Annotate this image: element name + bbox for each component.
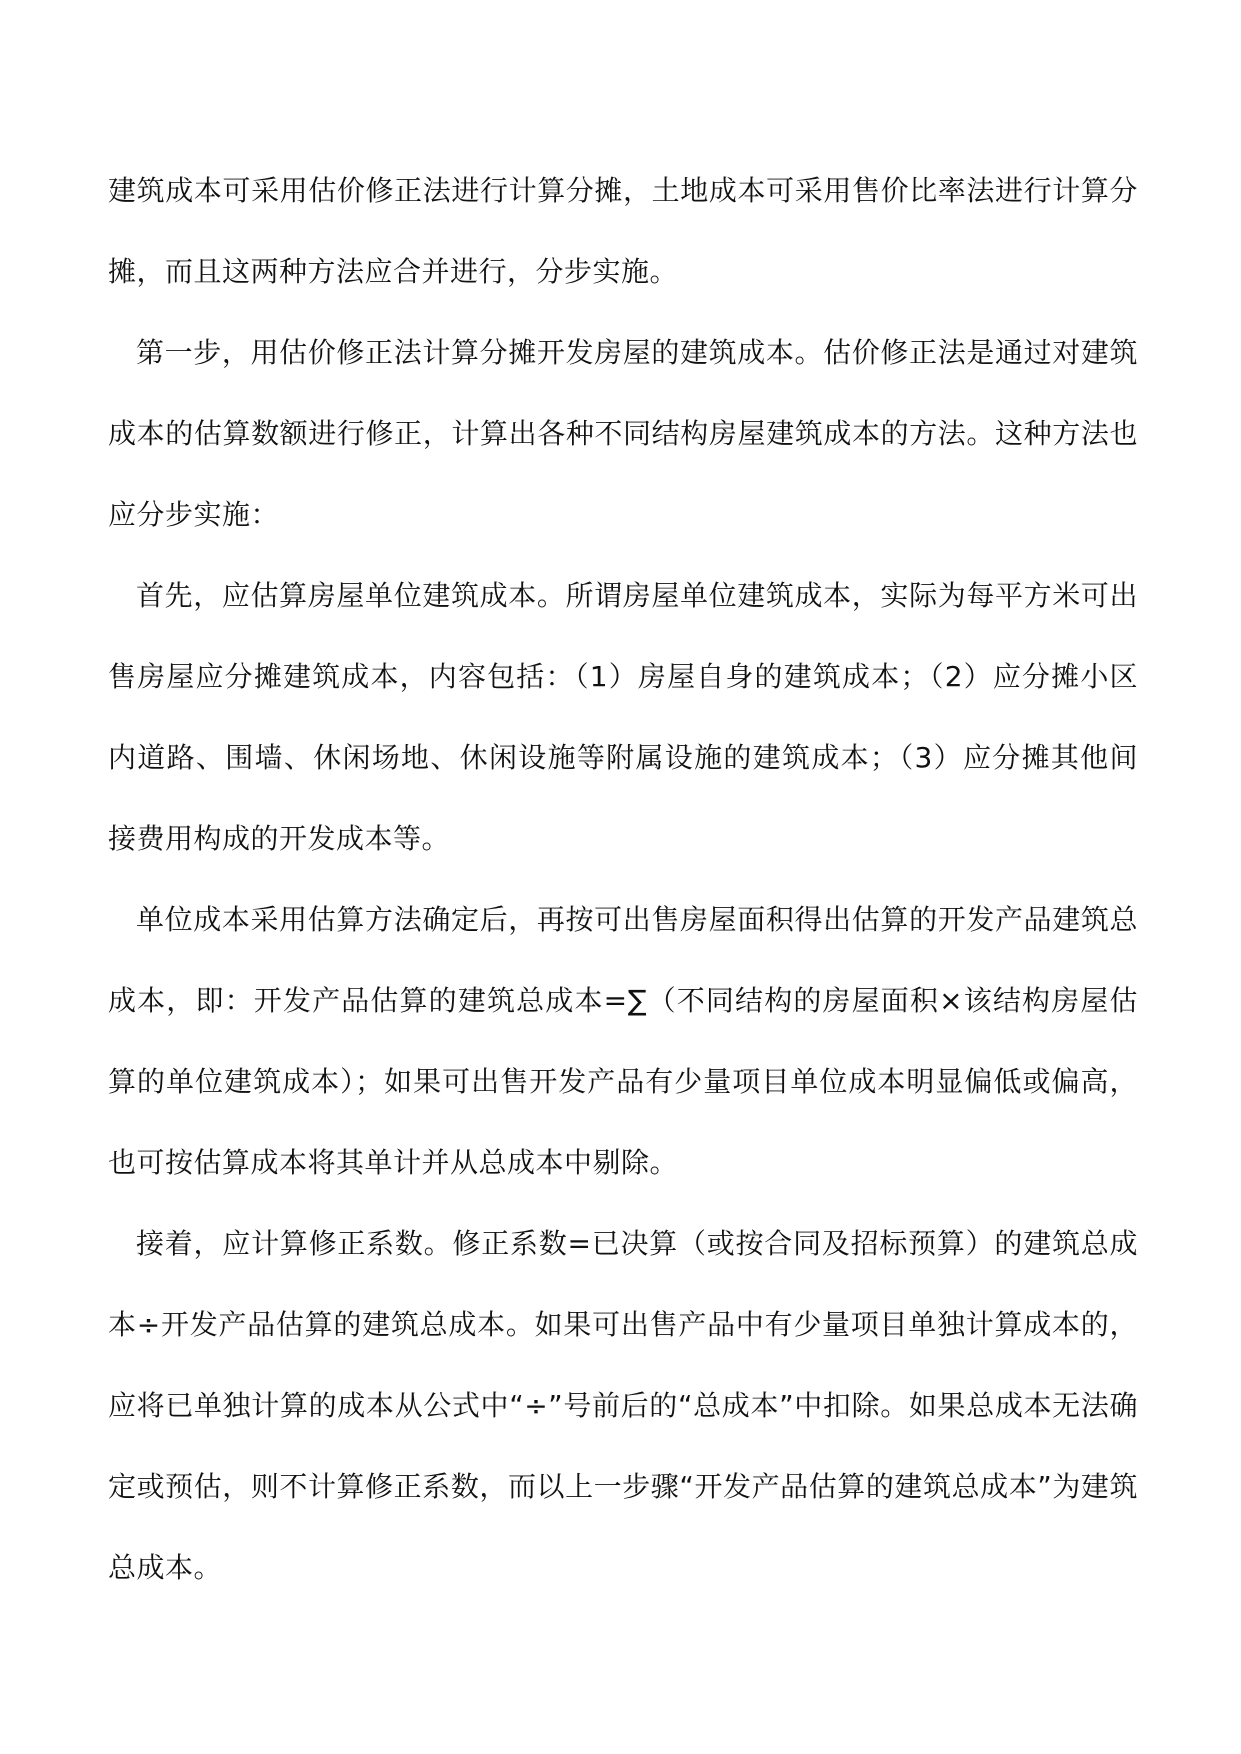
document-body <box>108 150 1138 1608</box>
paragraph-1: 建筑成本可采用估价修正法进行计算分摊，土地成本可采用售价比率法进行计算分摊，而且这两种方法应合并进行，分步实施。 <box>108 174 1138 288</box>
paragraph-2: 第一步，用估价修正法计算分摊开发房屋的建筑成本。估价修正法是通过对建筑成本的估算数额进行修正，计算出各种不同结构房屋建筑成本的方法。这种方法也应分步实施： <box>108 336 1138 531</box>
paragraph-4: 单位成本采用估算方法确定后，再按可出售房屋面积得出估算的开发产品建筑总成本，即：开发产品估算的建筑总成本=∑（不同结构的房屋面积×该结构房屋估算的单位建筑成本）；如果可出售开发产品有少量项目单位成本明显偏低或偏高，也可按估算成本将其单计并从总成本中剔除。 <box>108 903 1138 1179</box>
paragraph-5: 接着，应计算修正系数。修正系数=已决算（或按合同及招标预算）的建筑总成本÷开发产品估算的建筑总成本。如果可出售产品中有少量项目单独计算成本的，应将已单独计算的成本从公式中“÷”号前后的“总成本”中扣除。如果总成本无法确定或预估，则不计算修正系数，而以上一步骤“开发产品估算的建筑总成本”为建筑总成本。 <box>108 1227 1138 1584</box>
paragraph-3: 首先，应估算房屋单位建筑成本。所谓房屋单位建筑成本，实际为每平方米可出售房屋应分摊建筑成本，内容包括：（1）房屋自身的建筑成本；（2）应分摊小区内道路、围墙、休闲场地、休闲设施等附属设施的建筑成本；（3）应分摊其他间接费用构成的开发成本等。 <box>108 579 1138 855</box>
